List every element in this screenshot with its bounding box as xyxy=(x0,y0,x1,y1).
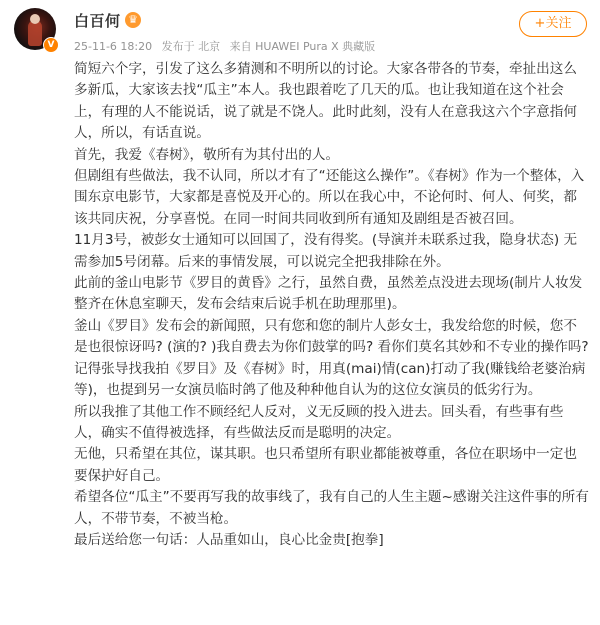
post-header xyxy=(0,0,600,60)
post-paragraph: 但剧组有些做法，我不认同，所以才有了“还能这么操作”。《春树》作为一个整体，入围东京电影节，大家都是喜悦及开心的。所以在我心中，不论何时、何人、何奖，都该共同庆祝，分享喜悦。在同一时间共同收到所有通知及剧组是否被召回。 xyxy=(74,168,585,227)
post-device: 来自 HUAWEI Pura X 典藏版 xyxy=(229,40,376,53)
post-location: 发布于 北京 xyxy=(161,40,221,53)
avatar-face xyxy=(30,14,40,24)
post-body xyxy=(74,59,589,551)
post-time[interactable]: 25-11-6 18:20 xyxy=(74,40,153,53)
post-paragraph: 希望各位“瓜主”不要再写我的故事线了，我有自己的人生主题~感谢关注这件事的所有人，不带节奏，不被当枪。 xyxy=(74,489,589,527)
post-paragraph: 简短六个字，引发了这么多猜测和不明所以的讨论。大家各带各的节奏，牵扯出这么多新瓜，大家该去找“瓜主”本人。我也跟着吃了几天的瓜。也让我知道在这个社会上，有理的人不能说话，说了就是不饶人。此时此刻，没有人在意我这六个字意指何人，所以，有话直说。 xyxy=(74,61,577,142)
post-meta xyxy=(74,38,381,54)
post-paragraph: 最后送给您一句话：人品重如山，良心比金贵[抱拳] xyxy=(74,531,384,548)
post-paragraph: 记得张导找我拍《罗目》及《春树》时，用真(mai)情(can)打动了我(赚钱给老婆治病等)，也提到另一女演员临时鸽了他及种种他自认为的这位女演员的低劣行为。 xyxy=(74,360,586,399)
follow-button[interactable]: +关注 xyxy=(519,11,587,37)
post-paragraph: 所以我推了其他工作不顾经纪人反对，义无反顾的投入进去。回头看，有些事有些人，确实不值得被选择，有些做法反而是聪明的决定。 xyxy=(74,403,564,441)
post-paragraph: 釜山《罗目》发布会的新闻照，只有您和您的制片人彭女士，我发给您的时候，您不是也很惊讶吗? (演的? )我自费去为你们鼓掌的吗? 看你们莫名其妙和不专业的操作吗? xyxy=(74,317,589,356)
member-crown-icon[interactable]: ♛ xyxy=(125,12,141,28)
post-paragraph: 11月3号，被彭女士通知可以回国了，没有得奖。(导演并未联系过我，隐身状态) 无需参加5号闭幕。后来的事情发展，可以说完全把我排除在外。 xyxy=(74,232,578,270)
post-paragraph: 无他，只希望在其位，谋其职。也只希望所有职业都能被尊重，各位在职场中一定也要保护好自己。 xyxy=(74,446,577,484)
post-paragraph: 此前的釜山电影节《罗目的黄昏》之行，虽然自费，虽然差点没进去现场(制片人妆发整齐在休息室聊天，发布会结束后说手机在助理那里)。 xyxy=(74,275,583,313)
author-name[interactable]: 白百何 xyxy=(74,12,121,30)
post-paragraph: 首先，我爱《春树》，敬所有为其付出的人。 xyxy=(74,146,340,163)
verified-badge-icon: V xyxy=(43,37,59,53)
